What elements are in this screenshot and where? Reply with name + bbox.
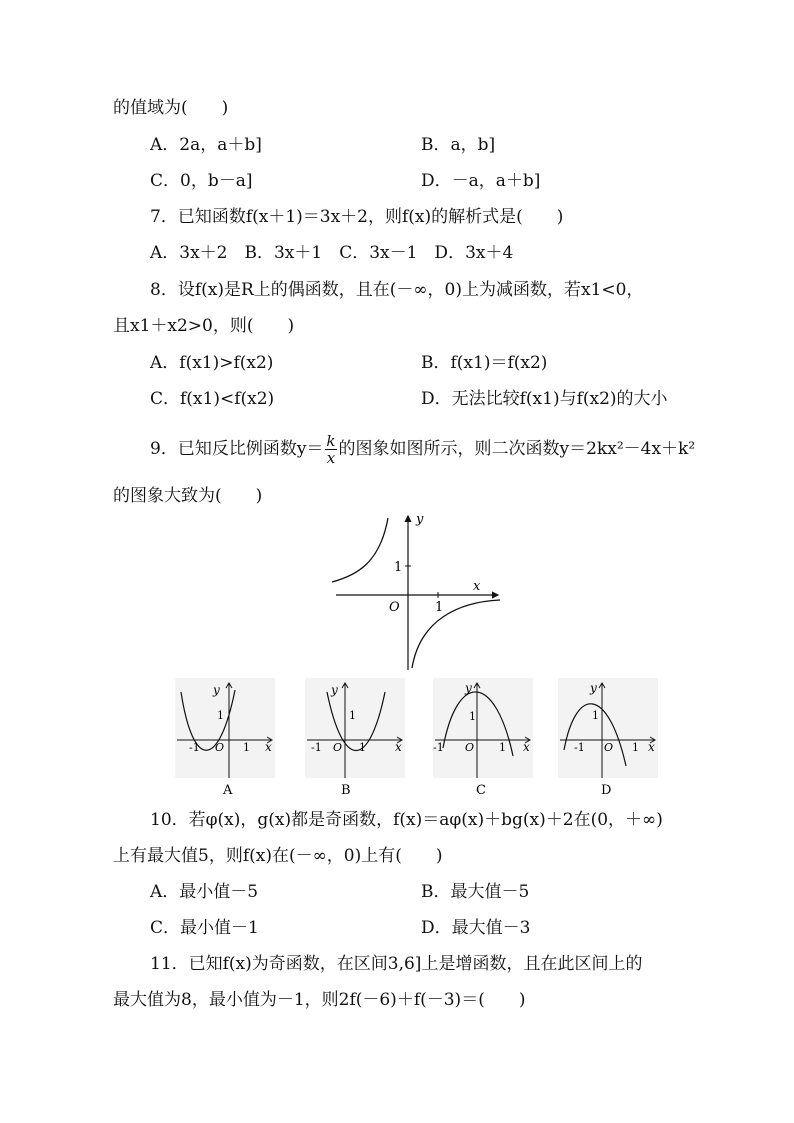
q8-option-a: A．f(x1)>f(x2) [150, 353, 274, 373]
q6-option-c: C．0，b－a] [150, 171, 253, 191]
q9-stem-mid: 的图象如图所示，则二次函数y＝2kx²－4x＋k² [338, 439, 696, 459]
a-tick-o: O [215, 741, 225, 754]
a-tick-neg1: -1 [189, 741, 200, 754]
svg-text:y: y [213, 683, 220, 697]
a-label: A [223, 783, 233, 798]
c-tick-o: O [465, 741, 475, 754]
b-one-y: 1 [349, 709, 356, 722]
q8-option-c: C．f(x1)<f(x2) [150, 389, 275, 409]
q9-fraction [325, 433, 336, 466]
c-tick-neg1: -1 [433, 741, 444, 754]
q9-stem-line1 [150, 433, 695, 466]
q6-option-d: D．－a，a＋b] [421, 171, 541, 191]
a-tick-1: 1 [243, 741, 250, 754]
q9-option-c-graph [433, 678, 533, 800]
q11-stem-line2: 最大值为8，最小值为－1，则2f(－6)＋f(－3)＝( ) [113, 990, 526, 1010]
q8-option-b: B．f(x1)＝f(x2) [421, 353, 548, 373]
hyperbola-branch-lower-right [412, 600, 500, 668]
b-label: B [341, 783, 351, 798]
svg-text:y: y [590, 681, 597, 695]
svg-text:x: x [523, 740, 530, 754]
q10-stem-line1: 10．若φ(x)，g(x)都是奇函数，f(x)＝aφ(x)＋bg(x)＋2在(0，＋∞) [150, 810, 663, 830]
a-one-y: 1 [217, 709, 224, 722]
q10-option-c: C．最小值－1 [150, 918, 259, 938]
q8-stem-line1: 8．设f(x)是R上的偶函数，且在(－∞，0)上为减函数，若x1<0， [150, 280, 644, 300]
main-x-label: x [473, 579, 481, 594]
c-one-y: 1 [469, 710, 476, 723]
q7-options: A．3x＋2 B．3x＋1 C．3x－1 D．3x＋4 [150, 243, 514, 263]
q8-option-d: D．无法比较f(x1)与f(x2)的大小 [421, 389, 668, 409]
q8-stem-line2: 且x1＋x2>0，则( ) [113, 316, 295, 336]
q9-frac-numerator: k [326, 432, 336, 450]
q10-stem-line2: 上有最大值5，则f(x)在(－∞，0)上有( ) [113, 846, 443, 866]
d-tick-1: 1 [632, 741, 639, 754]
b-tick-neg1: -1 [311, 741, 322, 754]
main-y-label: y [416, 512, 424, 527]
d-tick-neg1: -1 [574, 741, 585, 754]
q9-main-graph [328, 510, 508, 674]
svg-text:y: y [465, 681, 472, 695]
hyperbola-branch-upper-left [332, 518, 388, 582]
svg-text:y: y [331, 683, 338, 697]
q11-stem-line1: 11．已知f(x)为奇函数，在区间3,6]上是增函数，且在此区间上的 [150, 954, 643, 974]
b-tick-1: 1 [359, 741, 366, 754]
main-origin-label: O [389, 600, 400, 615]
q9-option-d-graph [558, 678, 658, 800]
q9-frac-denominator: x [326, 449, 336, 467]
q6-option-b: B．a，b] [421, 135, 496, 155]
c-label: C [476, 783, 486, 798]
c-tick-1: 1 [499, 741, 506, 754]
q10-option-b: B．最大值－5 [421, 882, 530, 902]
d-tick-o: O [604, 741, 614, 754]
q10-option-d: D．最大值－3 [421, 918, 531, 938]
svg-text:x: x [395, 740, 402, 754]
svg-text:x: x [265, 740, 272, 754]
q6-option-a: A．2a，a＋b] [150, 135, 262, 155]
d-label: D [601, 783, 612, 798]
b-tick-o: O [333, 741, 343, 754]
q9-stem-line2: 的图象大致为( ) [113, 486, 263, 506]
q9-option-a-graph [175, 678, 275, 800]
svg-text:x: x [648, 740, 655, 754]
q10-option-a: A．最小值－5 [150, 882, 259, 902]
d-one-y: 1 [592, 709, 599, 722]
q6-stem-cont: 的值域为( ) [113, 98, 229, 118]
q9-stem-pre: 9．已知反比例函数y＝ [150, 439, 324, 459]
q7-stem: 7．已知函数f(x＋1)＝3x＋2，则f(x)的解析式是( ) [150, 207, 564, 227]
main-one-x: 1 [435, 600, 444, 615]
q9-option-b-graph [305, 678, 405, 800]
main-one-y: 1 [394, 560, 403, 575]
